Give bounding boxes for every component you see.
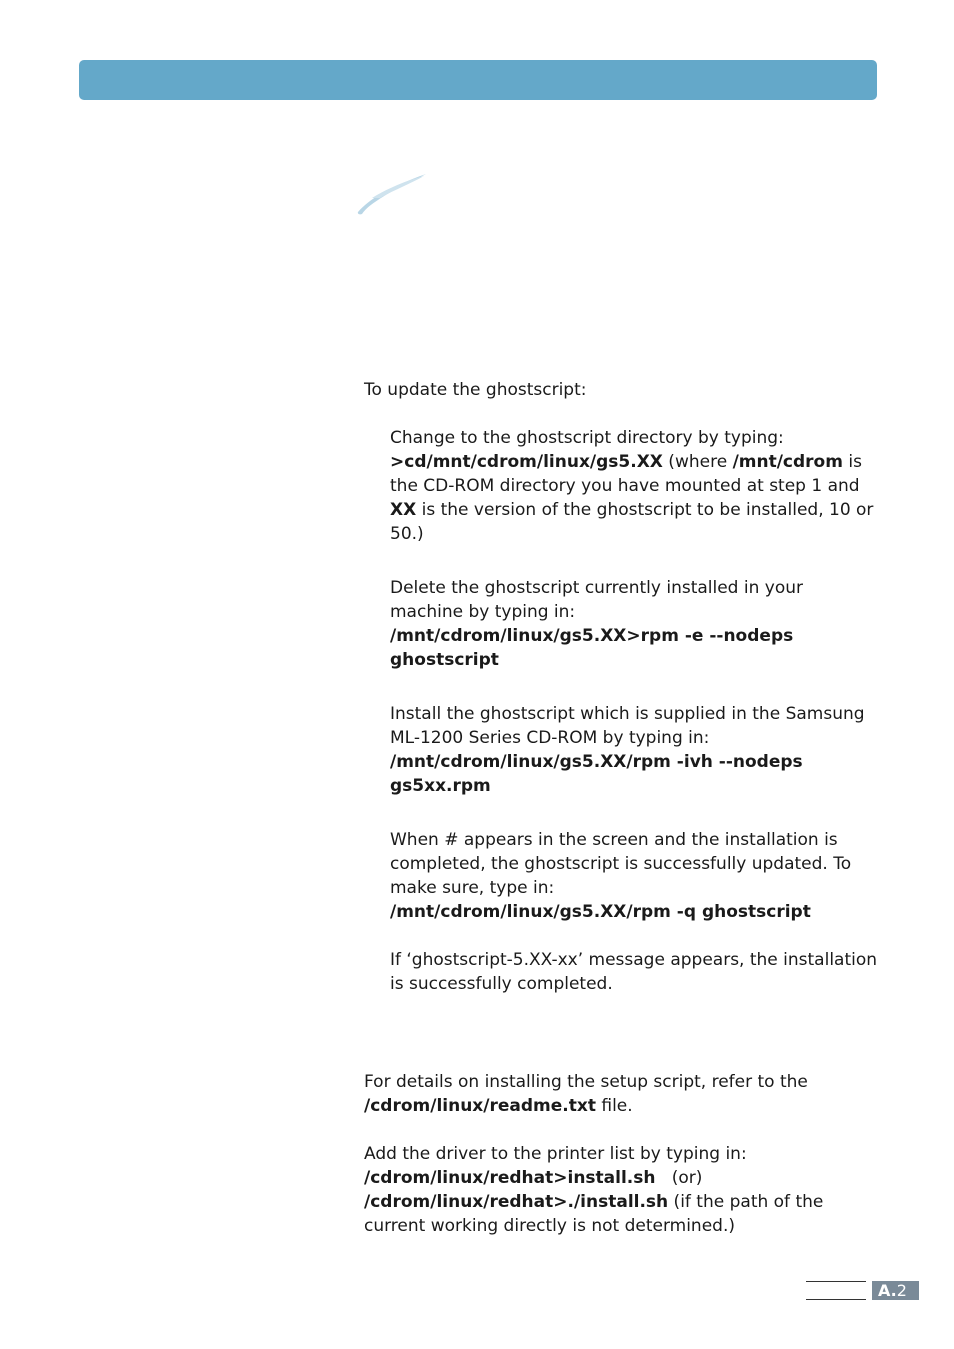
step1-where: (where [662, 452, 733, 472]
step1-mid-text: is the CD-ROM directory you have mounted at step 1 and [390, 452, 862, 496]
step1-version-token: XX [390, 500, 417, 520]
setup-details-text: For details on installing the setup script, refer to the [364, 1072, 808, 1092]
step1-mount-path: /mnt/cdrom [732, 452, 843, 472]
install-command-alt: /cdrom/linux/redhat>./install.sh [364, 1192, 669, 1212]
step-change-directory [390, 426, 880, 546]
step3-text: Install the ghostscript which is supplied in the Samsung ML-1200 Series CD-ROM by typing in: [390, 704, 865, 748]
step1-end-text: is the version of the ghostscript to be installed, 10 or 50.) [390, 500, 874, 544]
brush-stroke-icon [352, 168, 432, 218]
step3-command: /mnt/cdrom/linux/gs5.XX/rpm -ivh --nodeps gs5xx.rpm [390, 752, 803, 796]
header-bar [79, 60, 877, 100]
update-intro-text: To update the ghostscript: [364, 380, 587, 400]
step4-text: When # appears in the screen and the installation is completed, the ghostscript is successfully updated. To make sure, type in: [390, 830, 852, 898]
step-success-message [390, 948, 880, 996]
step-delete-ghostscript [390, 576, 880, 672]
step-install-ghostscript [390, 702, 880, 798]
step2-text: Delete the ghostscript currently installed in your machine by typing in: [390, 578, 804, 622]
or-text: (or) [655, 1168, 703, 1188]
install-note: (if the path of the current working directly is not determined.) [364, 1192, 824, 1236]
page-number: 2 [896, 1281, 907, 1300]
update-intro [364, 378, 876, 402]
footer-rule-top [806, 1281, 866, 1282]
page-footer [806, 1281, 914, 1301]
add-driver-instructions [364, 1142, 876, 1238]
setup-script-details [364, 1070, 876, 1118]
step1-command: >cd/mnt/cdrom/linux/gs5.XX [390, 452, 663, 472]
add-driver-text: Add the driver to the printer list by typing in: [364, 1144, 747, 1164]
step2-command: /mnt/cdrom/linux/gs5.XX>rpm -e --nodeps ghostscript [390, 626, 794, 670]
step1-text: Change to the ghostscript directory by typing: [390, 428, 784, 448]
readme-path: /cdrom/linux/readme.txt [364, 1096, 596, 1116]
step4-command: /mnt/cdrom/linux/gs5.XX/rpm -q ghostscript [390, 902, 811, 922]
readme-file-word: file. [595, 1096, 633, 1116]
appendix-letter: A. [878, 1281, 897, 1300]
step5-text: If ‘ghostscript-5.XX-xx’ message appears, the installation is successfully completed. [390, 950, 878, 994]
footer-rule-bottom [806, 1299, 866, 1300]
page-number-badge [872, 1281, 919, 1300]
install-command: /cdrom/linux/redhat>install.sh [364, 1168, 656, 1188]
step-verify-install [390, 828, 880, 924]
